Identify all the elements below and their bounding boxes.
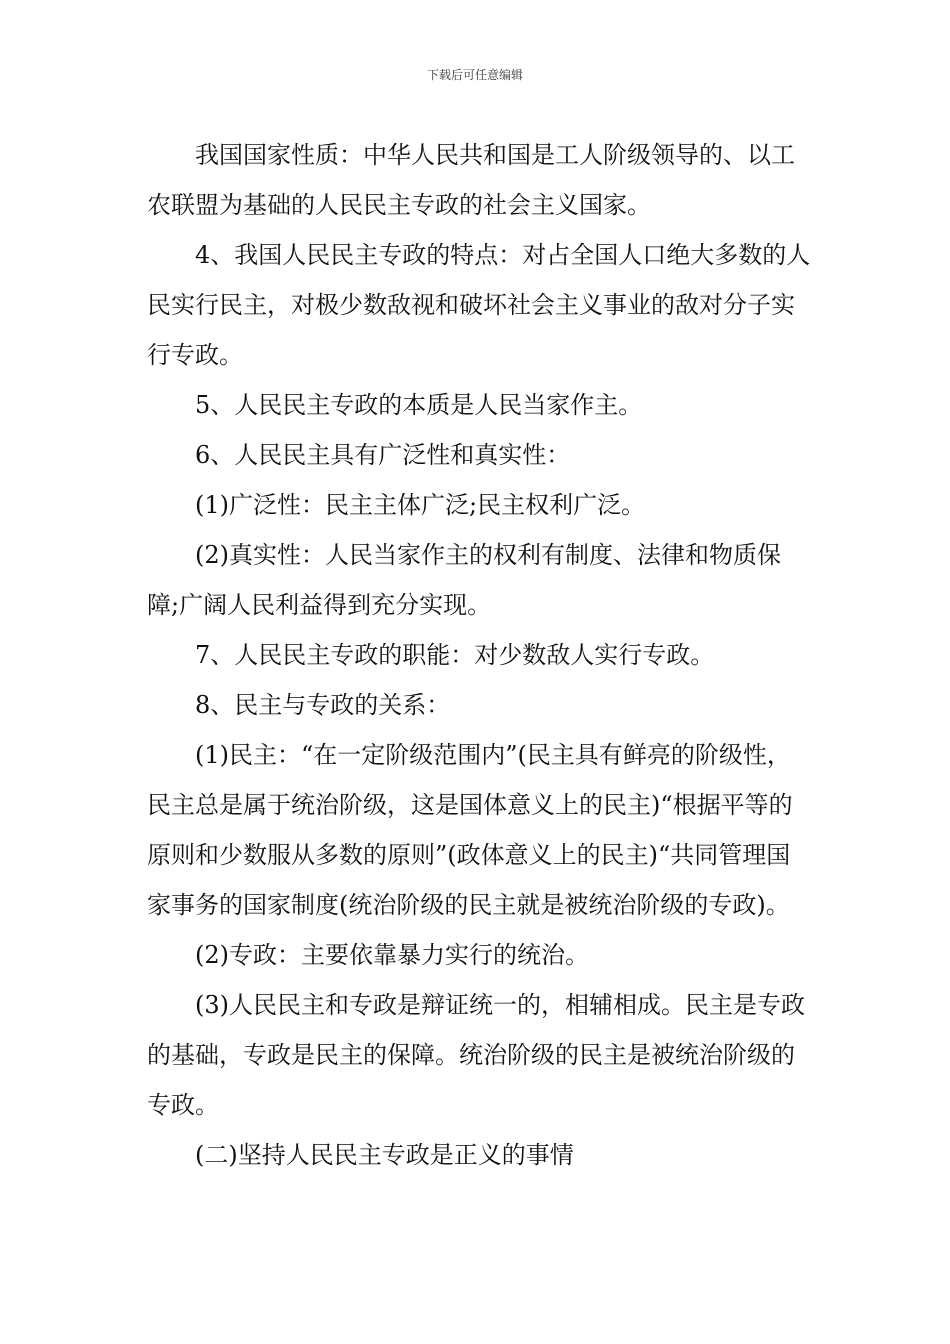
paragraph-8-3: (3)人民民主和专政是辩证统一的，相辅相成。民主是专政的基础，专政是民主的保障。统治阶级的民主是被统治阶级的专政。 bbox=[147, 991, 805, 1119]
page-header: 下载后可任意编辑 bbox=[426, 68, 523, 82]
section-heading-2: (二)坚持人民民主专政是正义的事情 bbox=[195, 1141, 574, 1169]
paragraph-8: 8、民主与专政的关系： bbox=[195, 691, 451, 719]
paragraph-8-1: (1)民主：“在一定阶级范围内”(民主具有鲜亮的阶级性，民主总是属于统治阶级，这是国体意义上的民主)“根据平等的原则和少数服从多数的原则”(政体意义上的民主)“共同管理国家事务的国家制度(统治阶级的民主就是被统治阶级的专政)。 bbox=[147, 741, 793, 919]
paragraph-state-nature: 我国国家性质：中华人民共和国是工人阶级领导的、以工农联盟为基础的人民民主专政的社会主义国家。 bbox=[147, 141, 795, 219]
paragraph-8-2: (2)专政：主要依靠暴力实行的统治。 bbox=[195, 941, 589, 969]
paragraph-6-2: (2)真实性：人民当家作主的权利有制度、法律和物质保障;广阔人民利益得到充分实现。 bbox=[147, 541, 781, 619]
paragraph-4: 4、我国人民民主专政的特点：对占全国人口绝大多数的人民实行民主，对极少数敌视和破坏社会主义事业的敌对分子实行专政。 bbox=[147, 241, 811, 369]
document-body bbox=[147, 130, 812, 1180]
paragraph-6: 6、人民民主具有广泛性和真实性： bbox=[195, 441, 571, 469]
paragraph-5: 5、人民民主专政的本质是人民当家作主。 bbox=[195, 391, 643, 419]
paragraph-6-1: (1)广泛性：民主主体广泛;民主权利广泛。 bbox=[195, 491, 646, 519]
paragraph-7: 7、人民民主专政的职能：对少数敌人实行专政。 bbox=[195, 641, 715, 669]
